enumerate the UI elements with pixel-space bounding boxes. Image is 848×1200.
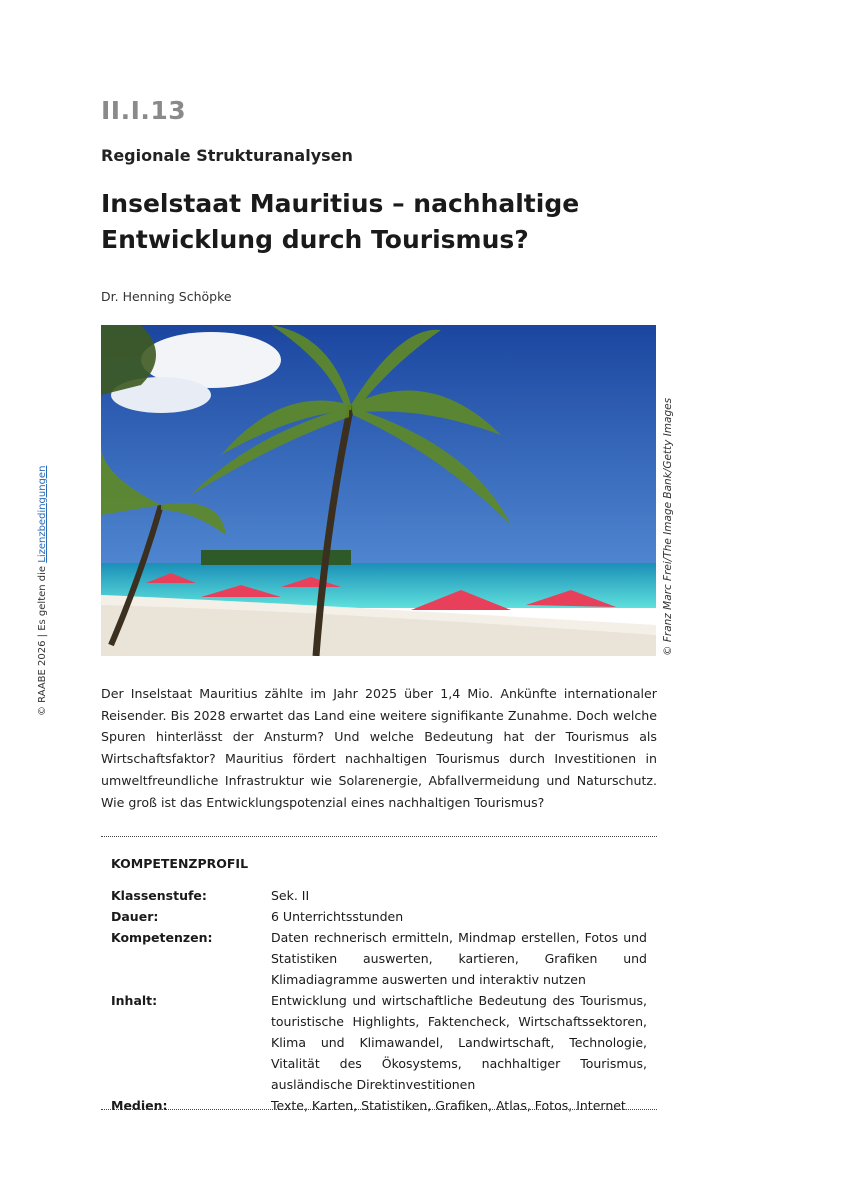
copyright-note [37,466,48,716]
photo-credit: © Franz Marc Frei/The Image Bank/Getty Images [662,397,674,656]
profile-value: Texte, Karten, Statistiken, Grafiken, Atlas, Fotos, Internet [271,1098,626,1113]
profile-row [111,927,647,990]
profile-row [111,990,647,1095]
profile-value: Entwicklung und wirtschaftliche Bedeutung des Tourismus, touristische Highlights, Faktencheck, Wirtschaftssektoren, Klima und Klimawandel, Landwirtschaft, Technologie, Vitalität des Ökosystems, nachhaltiger Tourismus, ausländische Direktinvestitionen [271,993,647,1092]
profile-value: Sek. II [271,888,310,903]
profile-row [111,885,647,906]
intro-paragraph: Der Inselstaat Mauritius zählte im Jahr 2025 über 1,4 Mio. Ankünfte internationaler Reisender. Bis 2028 erwartet das Land eine weitere signifikante Zunahme. Doch welche Spuren hinterlässt der Ansturm? Und welche Bedeutung hat der Tourismus als Wirtschaftsfaktor? Mauritius fördert nachhaltigen Tourismus durch Investitionen in umweltfreundliche Infrastruktur wie Solarenergie, Abfallvermeidung und Naturschutz. Wie groß ist das Entwicklungspotenzial eines nachhaltigen Tourismus? [101,686,657,810]
series-title: Regionale Strukturanalysen [101,146,353,165]
profile-row [111,906,647,927]
divider-bottom [101,1109,657,1110]
unit-code: II.I.13 [101,96,187,125]
profile-value: Daten rechnerisch ermitteln, Mindmap erstellen, Fotos und Statistiken auswerten, kartieren, Grafiken und Klimadiagramme auswerten und interaktiv nutzen [271,930,647,987]
profile-row [111,1095,647,1116]
divider-top [101,836,657,837]
beach-photo [101,325,656,656]
author: Dr. Henning Schöpke [101,289,232,304]
profile-key: Dauer: [111,909,159,924]
profile-key: Klassenstufe: [111,888,207,903]
profile-key: Medien: [111,1098,168,1113]
copyright-text: © RAABE 2026 | Es gelten die [37,562,48,716]
page-title: Inselstaat Mauritius – nachhaltige Entwicklung durch Tourismus? [101,189,580,254]
profile-heading: KOMPETENZPROFIL [111,856,249,871]
competence-profile [111,856,647,1116]
profile-key: Inhalt: [111,993,158,1008]
license-link[interactable]: Lizenzbedingungen [37,465,48,563]
profile-value: 6 Unterrichtsstunden [271,909,404,924]
profile-key: Kompetenzen: [111,930,213,945]
